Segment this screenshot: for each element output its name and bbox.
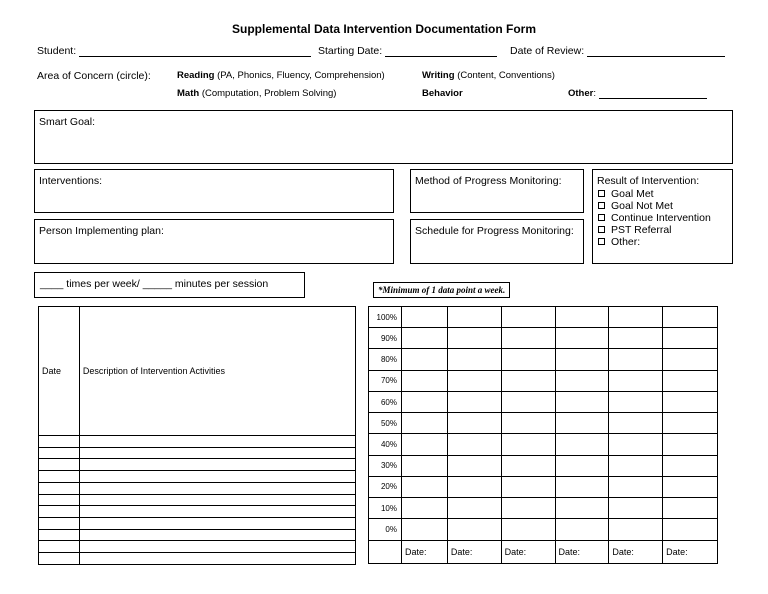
graph-cell[interactable] [555,391,609,412]
result-option-pst-referral[interactable]: PST Referral [597,224,711,236]
behavior-label: Behavior [422,88,463,99]
reading-detail: (PA, Phonics, Fluency, Comprehension) [217,70,385,81]
result-box [592,169,733,264]
interventions-box[interactable] [34,169,394,213]
graph-date-cell[interactable]: Date: [663,540,718,563]
graph-date-cell[interactable]: Date: [501,540,555,563]
writing-detail: (Content, Conventions) [457,70,555,81]
activity-row [39,447,356,459]
activity-row [39,459,356,471]
method-progress-label: Method of Progress Monitoring: [415,175,562,187]
person-implementing-label: Person Implementing plan: [39,225,164,237]
student-label: Student: [37,45,77,57]
activity-description-cell[interactable] [79,541,355,553]
result-option-continue[interactable]: Continue Intervention [597,212,711,224]
interventions-label: Interventions: [39,175,103,187]
activity-date-cell[interactable] [39,459,80,471]
graph-cell[interactable] [501,434,555,455]
checkbox-icon[interactable] [598,238,605,245]
graph-cell[interactable] [447,434,501,455]
graph-cell[interactable] [401,498,447,519]
graph-cell[interactable] [609,349,663,370]
graph-cell[interactable] [447,370,501,391]
date-column-header: Date [39,307,80,436]
activity-date-cell[interactable] [39,447,80,459]
date-of-review-field[interactable] [587,46,725,57]
minimum-note: *Minimum of 1 data point a week. [373,282,510,298]
graph-cell[interactable] [555,455,609,476]
graph-row [369,307,718,328]
activity-description-cell[interactable] [79,447,355,459]
graph-cell[interactable] [555,370,609,391]
frequency-box[interactable] [34,272,305,298]
concern-behavior[interactable] [422,88,463,99]
activity-row [39,494,356,506]
graph-row [369,349,718,370]
graph-cell[interactable] [447,455,501,476]
activity-description-cell[interactable] [79,506,355,518]
activity-description-cell[interactable] [79,459,355,471]
graph-date-cell[interactable]: Date: [401,540,447,563]
graph-cell[interactable] [663,413,718,434]
activity-date-cell[interactable] [39,482,80,494]
graph-date-cell[interactable]: Date: [447,540,501,563]
graph-cell[interactable] [447,349,501,370]
other-field[interactable] [599,88,707,99]
activity-row [39,436,356,448]
activity-description-cell[interactable] [79,529,355,541]
graph-cell[interactable] [555,413,609,434]
percent-label: 90% [369,328,402,349]
result-options [597,188,711,248]
activity-description-cell[interactable] [79,494,355,506]
graph-cell[interactable] [663,498,718,519]
activity-row [39,506,356,518]
graph-cell[interactable] [663,434,718,455]
percent-label: 0% [369,519,402,540]
graph-cell[interactable] [609,455,663,476]
activity-date-cell[interactable] [39,506,80,518]
percent-label: 80% [369,349,402,370]
graph-cell[interactable] [447,498,501,519]
graph-row [369,434,718,455]
result-option-goal-not-met[interactable]: Goal Not Met [597,200,711,212]
concern-other[interactable] [568,88,707,99]
percent-label: 20% [369,476,402,497]
graph-cell[interactable] [447,391,501,412]
graph-cell[interactable] [401,476,447,497]
graph-cell[interactable] [663,391,718,412]
graph-cell[interactable] [401,370,447,391]
graph-cell[interactable] [555,476,609,497]
person-implementing-box[interactable] [34,219,394,264]
graph-cell[interactable] [663,370,718,391]
result-title: Result of Intervention: [597,175,700,187]
activity-date-cell[interactable] [39,436,80,448]
graph-cell[interactable] [663,519,718,540]
graph-cell[interactable] [401,349,447,370]
graph-cell[interactable] [555,498,609,519]
graph-date-cell[interactable]: Date: [555,540,609,563]
percent-label: 10% [369,498,402,519]
graph-cell[interactable] [501,307,555,328]
graph-cell[interactable] [401,328,447,349]
percent-label: 60% [369,391,402,412]
graph-cell[interactable] [555,349,609,370]
result-option-goal-met[interactable]: Goal Met [597,188,711,200]
math-detail: (Computation, Problem Solving) [201,88,337,99]
graph-row [369,328,718,349]
checkbox-icon[interactable] [598,226,605,233]
graph-cell[interactable] [501,413,555,434]
graph-cell[interactable] [501,349,555,370]
graph-cell[interactable] [609,519,663,540]
header-row [37,45,725,57]
activity-date-cell[interactable] [39,494,80,506]
percent-label: 40% [369,434,402,455]
graph-row [369,476,718,497]
activity-description-cell[interactable] [79,518,355,530]
writing-label: Writing [422,70,455,81]
activity-date-cell[interactable] [39,518,80,530]
activity-date-cell[interactable] [39,529,80,541]
reading-label: Reading [177,70,215,81]
graph-cell[interactable] [401,434,447,455]
activity-row [39,482,356,494]
activity-description-cell[interactable] [79,553,355,565]
activity-row [39,518,356,530]
graph-row [369,370,718,391]
starting-date-label: Starting Date: [317,45,383,57]
date-of-review-label: Date of Review: [510,45,585,57]
smart-goal-label: Smart Goal: [39,116,96,128]
graph-cell[interactable] [609,370,663,391]
graph-cell[interactable] [501,498,555,519]
graph-cell[interactable] [609,391,663,412]
graph-cell[interactable] [609,434,663,455]
graph-cell[interactable] [663,328,718,349]
form-title: Supplemental Data Intervention Documentation Form [231,22,537,36]
graph-cell[interactable] [501,476,555,497]
graph-cell[interactable] [401,455,447,476]
schedule-progress-box[interactable] [410,219,584,264]
concern-writing[interactable] [422,70,555,81]
other-colon: : [593,88,596,99]
math-label: Math [177,88,200,99]
activity-row [39,541,356,553]
graph-cell[interactable] [447,307,501,328]
progress-graph [368,306,718,564]
activity-header-row [39,307,356,436]
description-column-header: Description of Intervention Activities [79,307,355,436]
activity-row [39,529,356,541]
graph-cell[interactable] [609,307,663,328]
checkbox-icon[interactable] [598,190,605,197]
graph-cell[interactable] [501,391,555,412]
graph-cell[interactable] [555,519,609,540]
graph-cell[interactable] [447,328,501,349]
concern-label: Area of Concern (circle): [37,70,151,82]
graph-row [369,413,718,434]
checkbox-icon[interactable] [598,202,605,209]
activity-row [39,471,356,483]
method-progress-box[interactable] [410,169,584,213]
graph-cell[interactable] [501,455,555,476]
concern-reading[interactable] [177,70,385,81]
graph-cell[interactable] [501,370,555,391]
other-label: Other [568,88,594,99]
activity-row [39,553,356,565]
checkbox-icon[interactable] [598,214,605,221]
result-option-other[interactable]: Other: [597,236,711,248]
graph-cell[interactable] [447,413,501,434]
student-field[interactable] [79,46,311,57]
activity-date-cell[interactable] [39,553,80,565]
graph-row [369,391,718,412]
graph-cell[interactable] [555,434,609,455]
concern-math[interactable] [177,88,336,99]
graph-cell[interactable] [663,476,718,497]
graph-cell[interactable] [663,455,718,476]
activity-date-cell[interactable] [39,471,80,483]
graph-cell[interactable] [609,476,663,497]
graph-cell[interactable] [609,328,663,349]
graph-cell[interactable] [555,328,609,349]
starting-date-field[interactable] [385,46,497,57]
percent-label: 100% [369,307,402,328]
graph-cell[interactable] [501,328,555,349]
activity-description-cell[interactable] [79,471,355,483]
graph-cell[interactable] [663,349,718,370]
graph-cell[interactable] [401,413,447,434]
graph-cell[interactable] [401,307,447,328]
smart-goal-box[interactable] [34,110,733,164]
graph-row [369,519,718,540]
schedule-progress-label: Schedule for Progress Monitoring: [415,225,574,237]
frequency-text: ____ times per week/ _____ minutes per session [40,278,269,290]
activity-table [38,306,356,565]
activity-date-cell[interactable] [39,541,80,553]
activity-description-cell[interactable] [79,482,355,494]
graph-cell[interactable] [447,519,501,540]
graph-cell[interactable] [501,519,555,540]
graph-date-row [369,540,718,563]
graph-cell[interactable] [555,307,609,328]
percent-label: 50% [369,413,402,434]
graph-cell[interactable] [401,519,447,540]
activity-description-cell[interactable] [79,436,355,448]
graph-cell[interactable] [609,413,663,434]
graph-row [369,498,718,519]
graph-cell[interactable] [663,307,718,328]
graph-cell[interactable] [609,498,663,519]
graph-cell[interactable] [447,476,501,497]
graph-row [369,455,718,476]
percent-label: 70% [369,370,402,391]
graph-date-cell[interactable]: Date: [609,540,663,563]
graph-cell[interactable] [401,391,447,412]
percent-label: 30% [369,455,402,476]
graph-corner-cell [369,540,402,563]
